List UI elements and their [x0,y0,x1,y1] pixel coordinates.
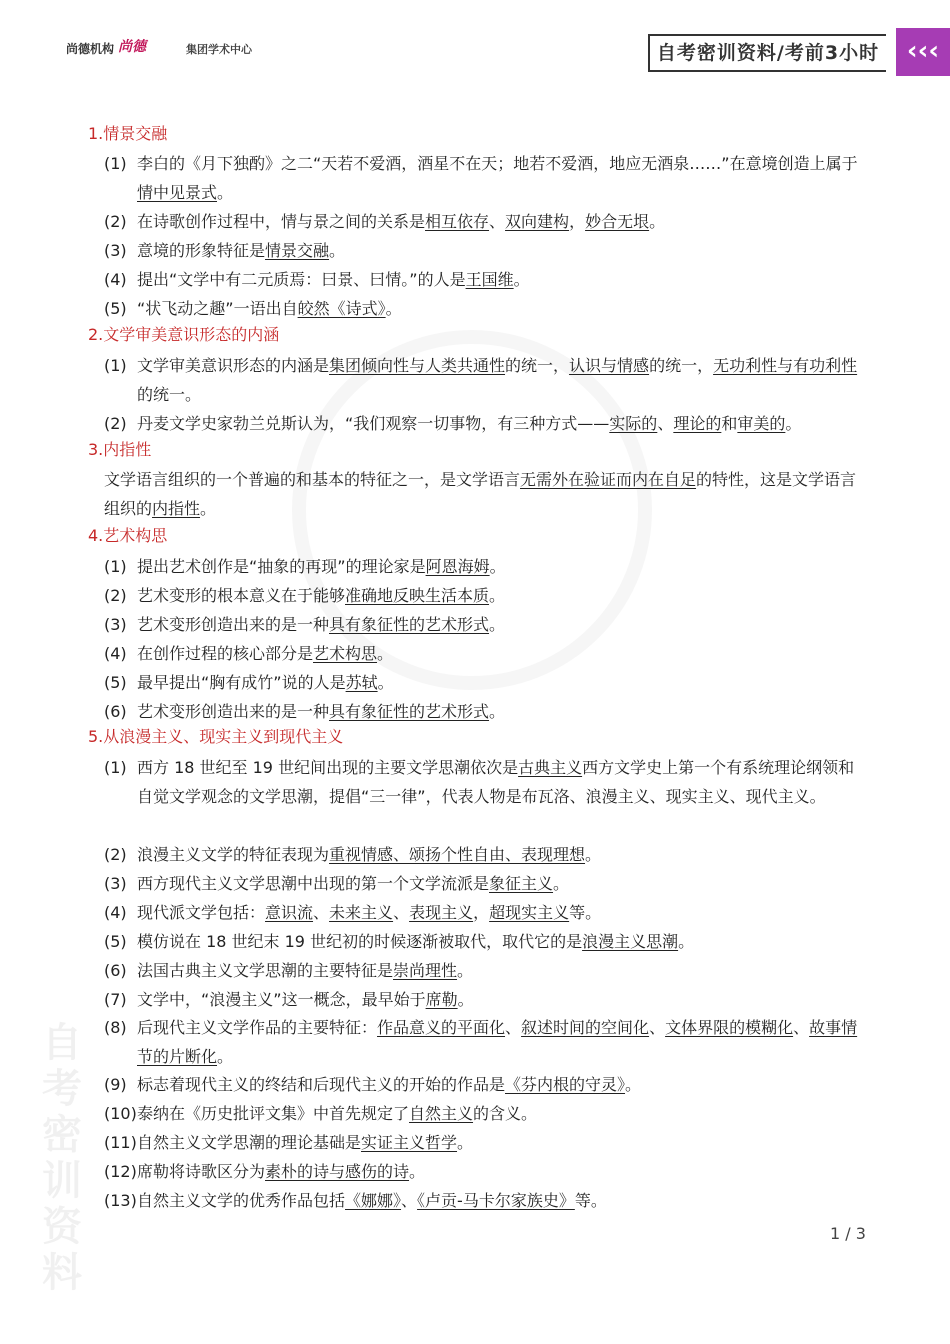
key-term: 《芬内根的守灵》 [505,1075,626,1094]
item-text [137,840,865,869]
key-term: 理论的 [673,414,722,433]
item-number: (6) [104,961,127,980]
key-term: 双向建构 [505,212,570,231]
key-term: 妙合无垠 [585,212,650,231]
key-term: 《娜娜》 [345,1191,402,1210]
item-number: (2) [104,845,127,864]
key-term: 未来主义 [329,903,394,922]
text-segment: 艺术变形创造出来的是一种 [137,615,330,634]
item-text [137,265,865,294]
item-text [137,294,865,323]
paragraph [104,465,864,523]
item-number: (5) [104,299,127,318]
text-segment: 。 [553,874,570,893]
text-segment: 。 [513,270,530,289]
item-number: (9) [104,1075,127,1094]
text-segment: 。 [385,299,402,318]
text-segment: 。 [217,1047,234,1066]
item-text [137,409,865,438]
text-segment: 的统一， [649,356,714,375]
item-number: (6) [104,702,127,721]
item-number: (2) [104,414,127,433]
key-term: 崇尚理性 [393,961,458,980]
key-term: 浪漫主义思潮 [582,932,679,951]
text-segment: 自然主义文学的优秀作品包括 [137,1191,346,1210]
text-segment: 。 [489,557,506,576]
text-segment: ， [569,212,586,231]
key-term: 审美的 [737,414,786,433]
text-segment: 。 [585,845,602,864]
key-term: 情景交融 [265,241,330,260]
key-term: 准确地反映生活本质 [345,586,490,605]
watermark-side-text: 自考密训资料 [42,1020,82,1296]
text-segment: 的统一。 [137,385,202,404]
item-text [137,956,865,985]
text-segment: 西方现代主义文学思潮中出现的第一个文学流派是 [137,874,490,893]
key-term: 自然主义 [409,1104,474,1123]
text-segment: 模仿说在 18 世纪末 19 世纪初的时候逐渐被取代，取代它的是 [137,932,583,951]
key-term: 情中见景式 [137,183,218,202]
key-term: 具有象征性的艺术形式 [329,702,490,721]
item-text [137,1186,865,1215]
section-title: 4.艺术构思 [88,526,168,545]
key-term: 苏轼 [345,673,378,692]
key-term: 内指性 [152,499,201,518]
key-term: 阿恩海姆 [425,557,490,576]
text-segment: 、 [793,1018,810,1037]
text-segment: 泰纳在《历史批评文集》中首先规定了 [137,1104,410,1123]
text-segment: 。 [625,1075,642,1094]
section-title: 1.情景交融 [88,124,168,143]
item-number: (1) [104,758,127,777]
text-segment: 浪漫主义文学的特征表现为 [137,845,330,864]
text-segment: 法国古典主义文学思潮的主要特征是 [137,961,394,980]
item-text [137,639,865,668]
text-segment: 等。 [574,1191,607,1210]
academic-center-label: 集团学术中心 [186,43,252,56]
key-term: 表现主义 [409,903,474,922]
item-text [137,581,865,610]
text-segment: 、 [401,1191,418,1210]
key-term: 认识与情感 [569,356,650,375]
key-term: 叙述时间的空间化 [521,1018,650,1037]
item-text [137,1128,865,1157]
text-segment: 提出“文学中有二元质焉：曰景、曰情。”的人是 [137,270,466,289]
item-number: (10) [104,1104,137,1123]
text-segment: 、 [313,903,330,922]
item-number: (7) [104,990,127,1009]
item-number: (3) [104,241,127,260]
key-term: 意识流 [265,903,314,922]
text-segment: 。 [409,1162,426,1181]
item-text [137,1070,865,1099]
text-segment: 的含义。 [473,1104,538,1123]
key-term: 艺术构思 [313,644,378,663]
text-segment: 。 [457,961,474,980]
key-term: 重视情感、颂扬个性自由、表现理想 [329,845,586,864]
text-segment: 标志着现代主义的终结和后现代主义的开始的作品是 [137,1075,506,1094]
item-number: (13) [104,1191,137,1210]
item-number: (1) [104,557,127,576]
item-text [137,985,865,1014]
text-segment: 。 [217,183,234,202]
text-segment: 艺术变形创造出来的是一种 [137,702,330,721]
item-text [137,753,865,811]
text-segment: 文学审美意识形态的内涵是 [137,356,330,375]
item-number: (3) [104,874,127,893]
item-text [137,668,865,697]
text-segment: 文学中，“浪漫主义”这一概念，最早始于 [137,990,426,1009]
item-number: (4) [104,644,127,663]
item-number: (11) [104,1133,137,1152]
text-segment: 自然主义文学思潮的理论基础是 [137,1133,362,1152]
text-segment: 。 [377,673,394,692]
text-segment: 的特性，这是文学语言组织的 [104,470,857,518]
text-segment: 李白的《月下独酌》之二“天若不爱酒，酒星不在天；地若不爱酒，地应无酒泉……”在意境创造上属于 [137,154,858,173]
text-segment: 。 [200,499,217,518]
item-number: (8) [104,1018,127,1037]
text-segment: 。 [678,932,695,951]
text-segment: 、 [489,212,506,231]
brand-logo: 尚德 [118,39,146,55]
text-segment: 现代派文学包括： [137,903,266,922]
key-term: 具有象征性的艺术形式 [329,615,490,634]
page-number: 1 / 3 [830,1224,866,1243]
text-segment: 。 [785,414,802,433]
item-number: (2) [104,586,127,605]
item-text [137,927,865,956]
text-segment: 提出艺术创作是“抽象的再现”的理论家是 [137,557,426,576]
item-number: (5) [104,932,127,951]
key-term: 相互依存 [425,212,490,231]
key-term: 集团倾向性与人类共通性 [329,356,506,375]
text-segment: 等。 [569,903,602,922]
text-segment: 在创作过程的核心部分是 [137,644,314,663]
key-term: 素朴的诗与感伤的诗 [265,1162,410,1181]
text-segment: 在诗歌创作过程中，情与景之间的关系是 [137,212,426,231]
item-number: (3) [104,615,127,634]
text-segment: 。 [489,702,506,721]
item-text [137,610,865,639]
text-segment: 、 [657,414,674,433]
text-segment: 的统一， [505,356,570,375]
text-segment: 意境的形象特征是 [137,241,266,260]
text-segment: 西方文学史上第一个有系统理论纲领和自觉文学观念的文学思潮，提倡“三一律”，代表人物是布瓦洛、浪漫主义、现实主义、现代主义。 [137,758,855,806]
item-text [137,207,865,236]
key-term: 超现实主义 [489,903,570,922]
key-term: 皎然《诗式》 [297,299,386,318]
item-number: (4) [104,903,127,922]
text-segment: 、 [649,1018,666,1037]
item-text [137,552,865,581]
key-term: 文体界限的模糊化 [665,1018,794,1037]
item-text [137,697,865,726]
item-text [137,898,865,927]
text-segment: 后现代主义文学作品的主要特征： [137,1018,378,1037]
text-segment: 、 [505,1018,522,1037]
text-segment: 和 [721,414,738,433]
text-segment: “状飞动之趣”一语出自 [137,299,298,318]
text-segment: 。 [649,212,666,231]
text-segment: 、 [393,903,410,922]
text-segment: 。 [457,1133,474,1152]
text-segment: 。 [329,241,346,260]
chevron-left-icon: ‹‹‹ [896,28,950,76]
item-number: (5) [104,673,127,692]
item-text [137,149,865,207]
key-term: 席勒 [425,990,458,1009]
text-segment: 。 [489,615,506,634]
key-term: 无功利性与有功利性 [713,356,858,375]
section-title: 2.文学审美意识形态的内涵 [88,325,280,344]
text-segment: 文学语言组织的一个普遍的和基本的特征之一，是文学语言 [104,470,521,489]
item-number: (2) [104,212,127,231]
text-segment: 。 [377,644,394,663]
item-text [137,1157,865,1186]
header-title: 自考密训资料/考前3小时 [648,34,886,72]
page-header [0,0,950,90]
section-title: 5.从浪漫主义、现实主义到现代主义 [88,727,344,746]
item-number: (12) [104,1162,137,1181]
key-term: 实际的 [609,414,658,433]
text-segment: 。 [457,990,474,1009]
brand-name: 尚德机构 [66,42,115,56]
key-term: 王国维 [465,270,514,289]
key-term: 实证主义哲学 [361,1133,458,1152]
item-number: (1) [104,356,127,375]
item-number: (1) [104,154,127,173]
key-term: 古典主义 [518,758,583,777]
item-number: (4) [104,270,127,289]
key-term: 故事情节的片断化 [137,1018,858,1066]
text-segment: ， [473,903,490,922]
text-segment: 最早提出“胸有成竹”说的人是 [137,673,346,692]
item-text [137,236,865,265]
text-segment: 西方 18 世纪至 19 世纪间出现的主要文学思潮依次是 [137,758,519,777]
section-title: 3.内指性 [88,440,152,459]
key-term: 作品意义的平面化 [377,1018,506,1037]
text-segment: 。 [489,586,506,605]
text-segment: 席勒将诗歌区分为 [137,1162,266,1181]
item-text [137,1099,865,1128]
item-text [137,1013,865,1071]
key-term: 无需外在验证而内在自足 [520,470,697,489]
text-segment: 丹麦文学史家勃兰兑斯认为，“我们观察一切事物，有三种方式—— [137,414,610,433]
key-term: 象征主义 [489,874,554,893]
text-segment: 艺术变形的根本意义在于能够 [137,586,346,605]
item-text [137,351,865,409]
key-term: 《卢贡-马卡尔家族史》 [417,1191,575,1210]
item-text [137,869,865,898]
